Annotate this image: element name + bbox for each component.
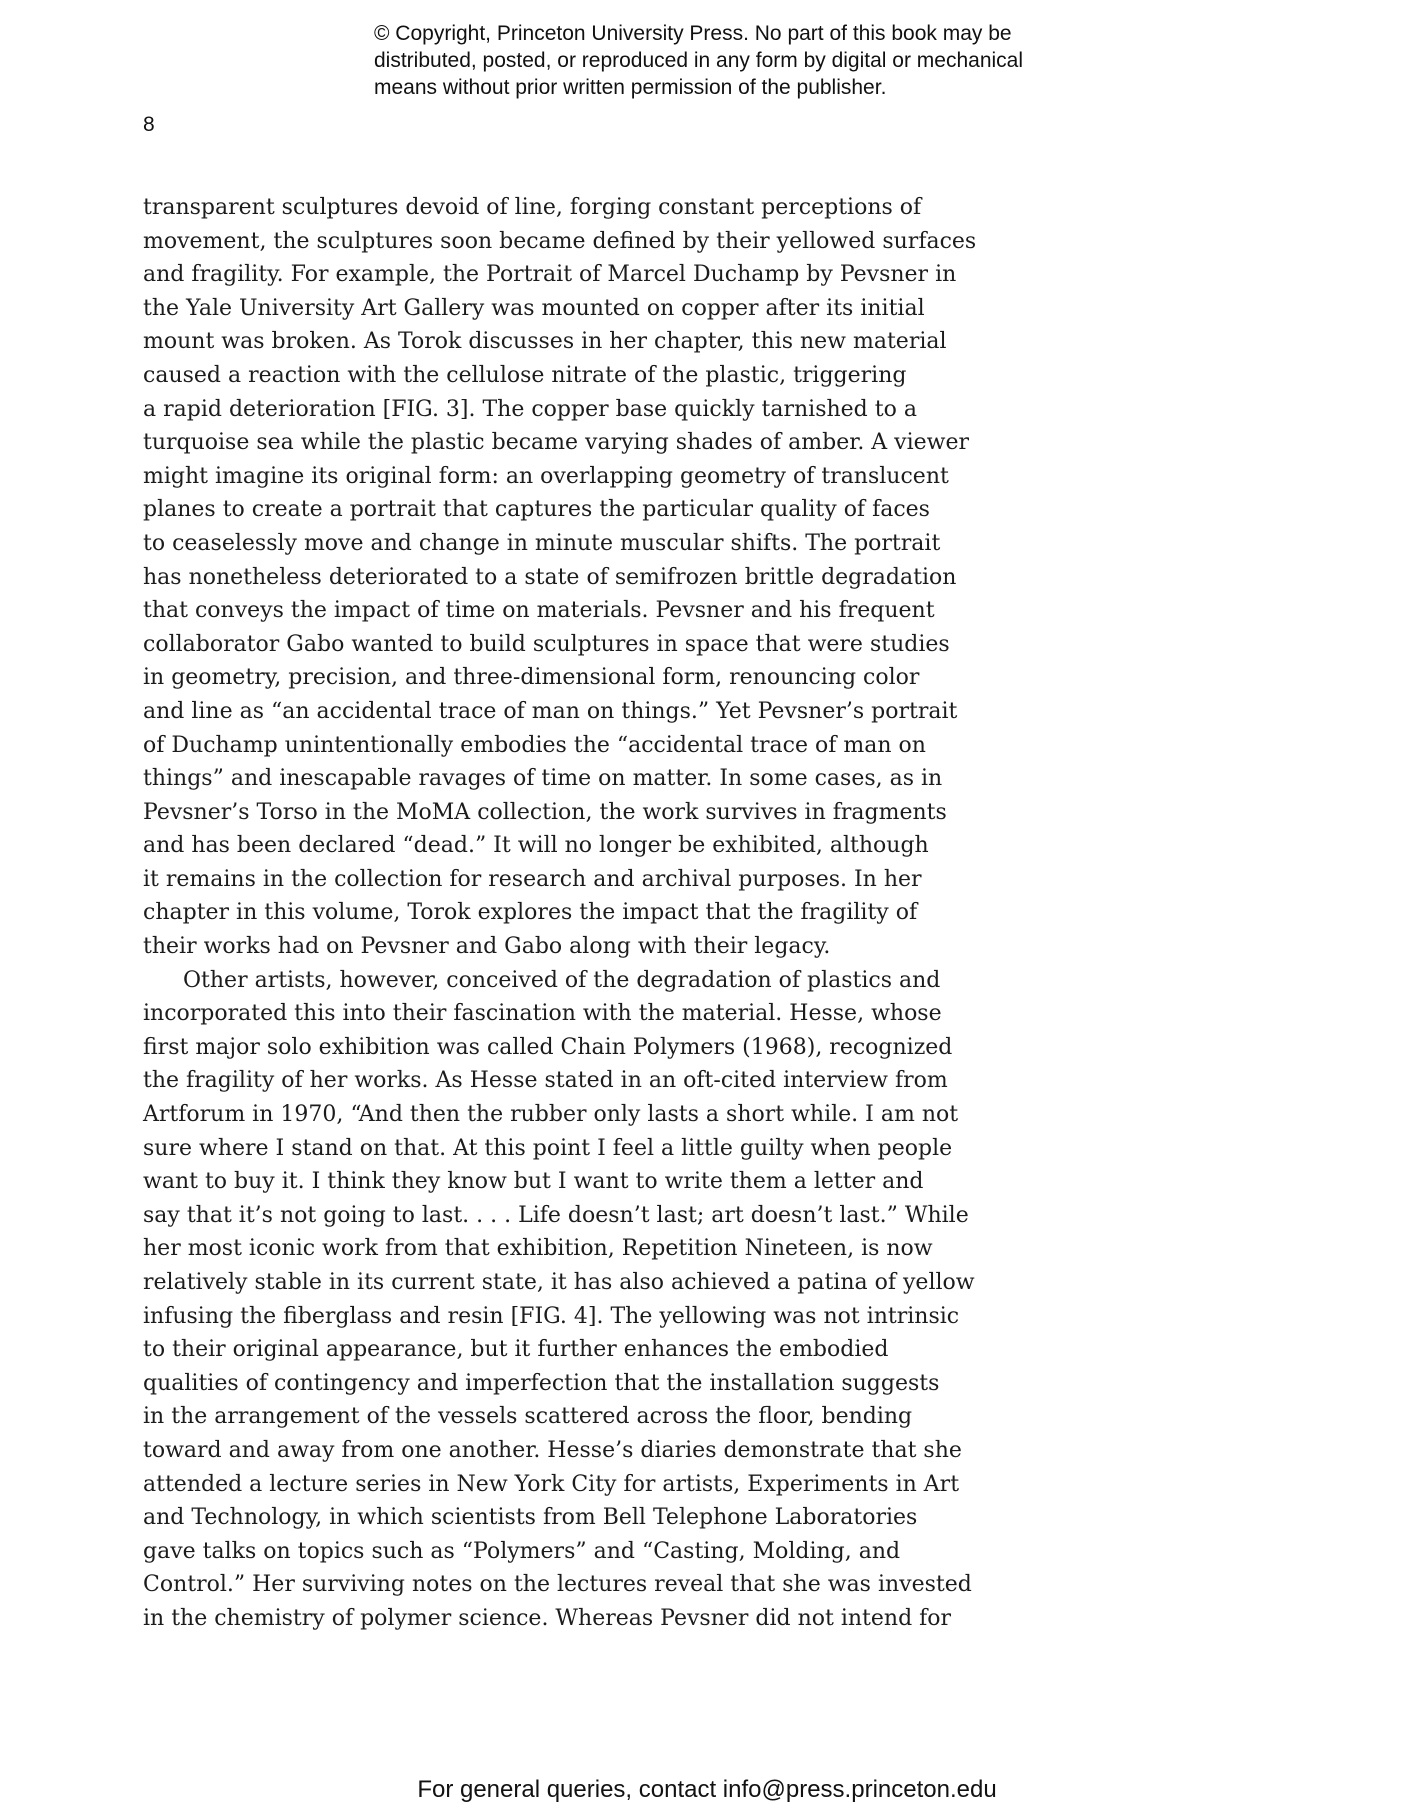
text-line: in the chemistry of polymer science. Whereas Pevsner did not intend for <box>143 1605 952 1631</box>
text-line: transparent sculptures devoid of line, forging constant perceptions of <box>143 195 922 220</box>
text-line: it remains in the collection for research and archival purposes. In her <box>143 866 922 892</box>
text-line: mount was broken. As Torok discusses in her chapter, this new material <box>143 329 947 355</box>
text-line: and has been declared “dead.” It will no longer be exhibited, although <box>143 833 929 859</box>
text-line: incorporated this into their fascination with the material. Hesse, whose <box>143 1001 942 1027</box>
text-line: Control.” Her surviving notes on the lectures reveal that she was invested <box>143 1572 972 1598</box>
text-line: chapter in this volume, Torok explores the impact that the fragility of <box>143 900 918 926</box>
text-line: sure where I stand on that. At this point I feel a little guilty when people <box>143 1135 953 1161</box>
text-line: turquoise sea while the plastic became varying shades of amber. A viewer <box>143 430 970 456</box>
text-line: that conveys the impact of time on materials. Pevsner and his frequent <box>143 598 935 624</box>
text-line: movement, the sculptures soon became defined by their yellowed surfaces <box>143 228 977 254</box>
text-line: Artforum in 1970, “And then the rubber only lasts a short while. I am not <box>143 1102 959 1128</box>
text-line: want to buy it. I think they know but I want to write them a letter and <box>143 1169 924 1195</box>
text-line: their works had on Pevsner and Gabo along with their legacy. <box>143 934 831 960</box>
text-line: planes to create a portrait that captures the particular quality of faces <box>143 497 930 523</box>
text-line: the fragility of her works. As Hesse stated in an oft-cited interview from <box>143 1068 948 1094</box>
text-line: the Yale University Art Gallery was mounted on copper after its initial <box>143 295 925 321</box>
footer-text: For general queries, contact info@press.princeton.edu <box>417 1776 997 1803</box>
text-line: relatively stable in its current state, it has also achieved a patina of yellow <box>143 1270 975 1295</box>
text-line: Other artists, however, conceived of the degradation of plastics and <box>183 967 941 993</box>
text-line: and Technology, in which scientists from Bell Telephone Laboratories <box>143 1505 918 1531</box>
page-number: 8 <box>143 113 155 136</box>
text-line: a rapid deterioration [FIG. 3]. The copper base quickly tarnished to a <box>143 396 917 422</box>
text-line: has nonetheless deteriorated to a state of semifrozen brittle degradation <box>143 564 957 590</box>
text-line: of Duchamp unintentionally embodies the “accidental trace of man on <box>143 732 926 758</box>
text-line: qualities of contingency and imperfection that the installation suggests <box>143 1370 940 1396</box>
text-line: to ceaselessly move and change in minute muscular shifts. The portrait <box>143 530 941 556</box>
text-line: attended a lecture series in New York City for artists, Experiments in Art <box>143 1471 960 1497</box>
footer-contact <box>0 1776 1418 1804</box>
text-line: might imagine its original form: an overlapping geometry of translucent <box>143 463 949 489</box>
text-line: first major solo exhibition was called Chain Polymers (1968), recognized <box>143 1034 953 1060</box>
text-line: infusing the fiberglass and resin [FIG. 4]. The yellowing was not intrinsic <box>143 1303 960 1329</box>
text-line: collaborator Gabo wanted to build sculptures in space that were studies <box>143 631 950 657</box>
text-line: toward and away from one another. Hesse’s diaries demonstrate that she <box>143 1437 962 1463</box>
text-line: in geometry, precision, and three-dimensional form, renouncing color <box>143 665 920 691</box>
text-line: Pevsner’s Torso in the MoMA collection, the work survives in fragments <box>143 799 947 825</box>
text-line: her most iconic work from that exhibition, Repetition Nineteen, is now <box>143 1236 933 1262</box>
text-line: to their original appearance, but it further enhances the embodied <box>143 1337 889 1363</box>
text-line: and fragility. For example, the Portrait of Marcel Duchamp by Pevsner in <box>143 262 957 288</box>
text-line: and line as “an accidental trace of man on things.” Yet Pevsner’s portrait <box>143 698 958 724</box>
body-text <box>143 191 1003 1636</box>
text-line: say that it’s not going to last. . . . Life doesn’t last; art doesn’t last.” While <box>143 1202 969 1228</box>
text-line: caused a reaction with the cellulose nitrate of the plastic, triggering <box>143 362 907 388</box>
text-line: things” and inescapable ravages of time on matter. In some cases, as in <box>143 766 943 792</box>
copyright-line: © Copyright, Princeton University Press. No part of this book may be <box>374 22 1012 45</box>
copyright-line: distributed, posted, or reproduced in any form by digital or mechanical <box>374 49 1024 72</box>
copyright-notice <box>374 20 1114 101</box>
copyright-line: means without prior written permission of the publisher. <box>374 76 887 99</box>
text-line: in the arrangement of the vessels scattered across the floor, bending <box>143 1404 913 1430</box>
text-line: gave talks on topics such as “Polymers” and “Casting, Molding, and <box>143 1538 901 1564</box>
